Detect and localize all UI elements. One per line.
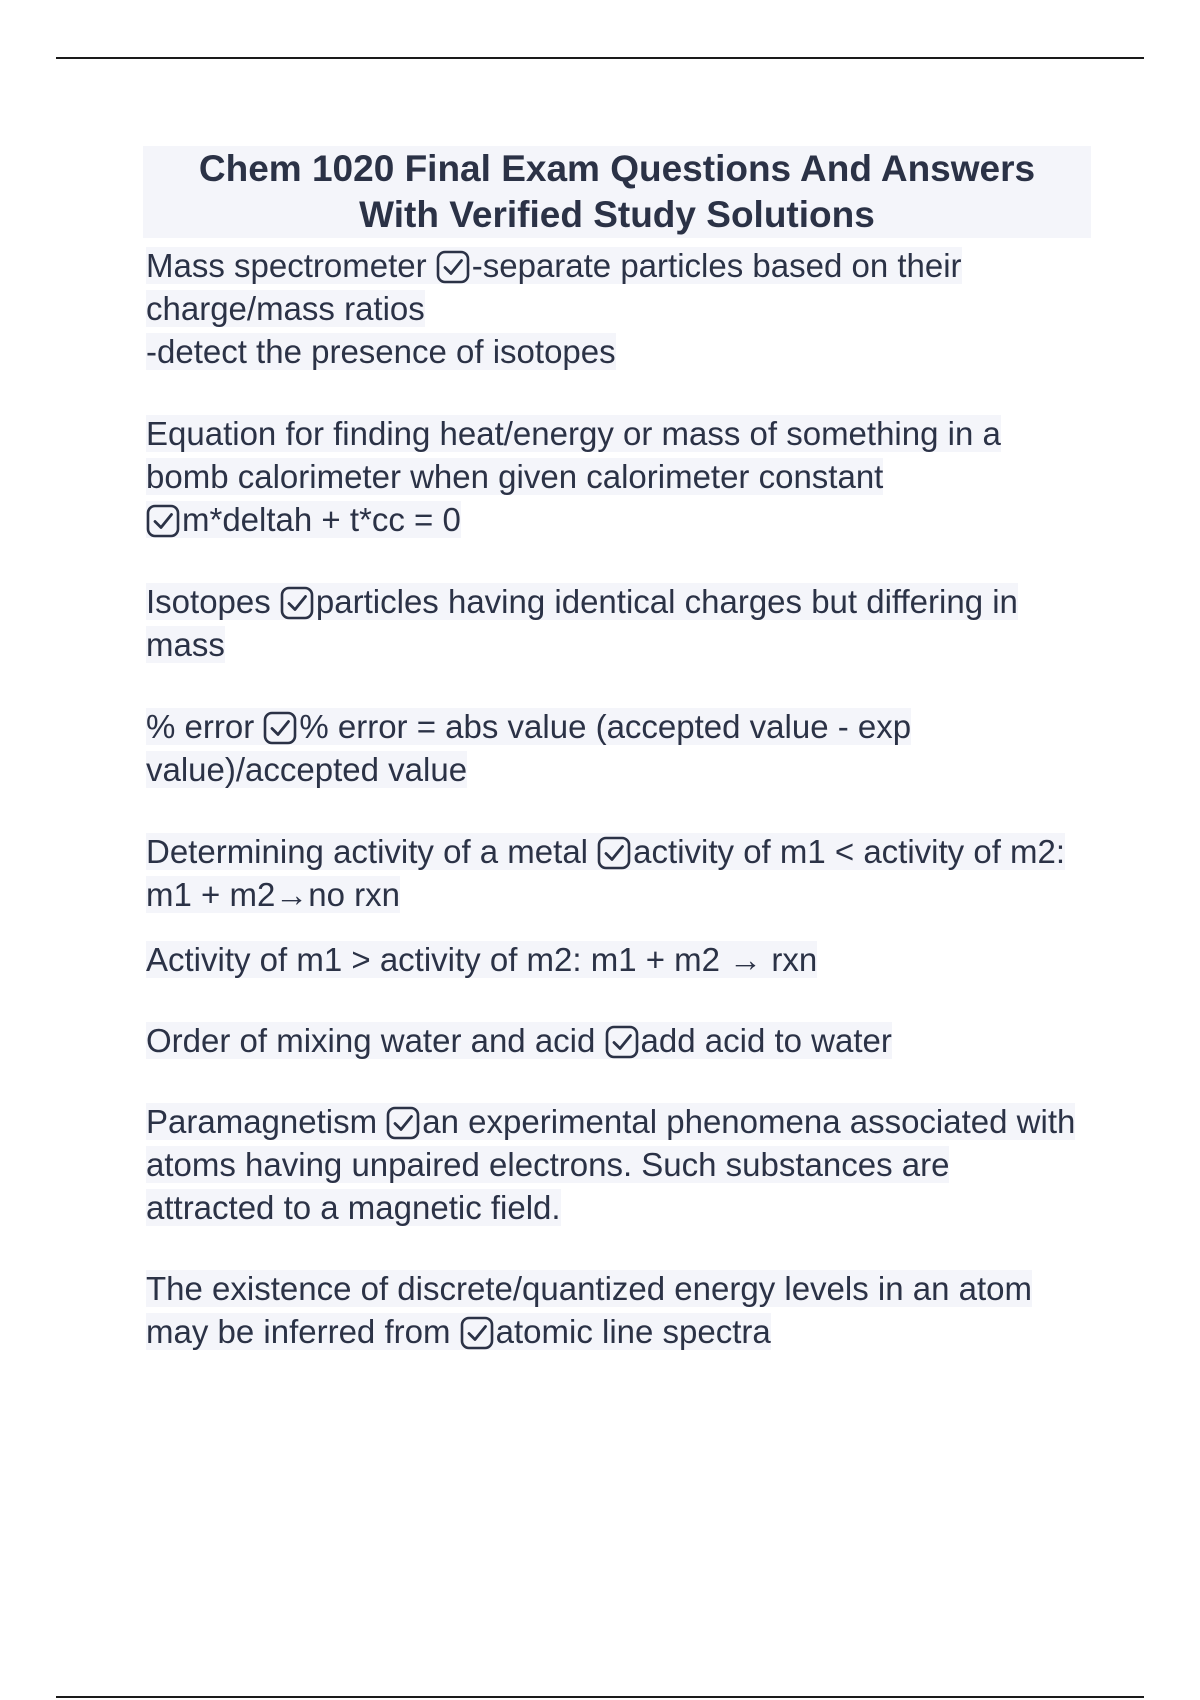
entry-term: Mass spectrometer <box>146 247 436 284</box>
qa-entry-bomb-calorimeter <box>146 412 1086 541</box>
header-rule <box>56 57 1144 59</box>
entry-text: Activity of m1 > activity of m2: m1 + m2 → rxn <box>146 941 818 978</box>
checkbox-check-icon <box>460 1316 494 1350</box>
qa-entry-metal-activity <box>146 830 1086 916</box>
entry-answer: -separate particles based on their charge/mass ratios <box>146 247 962 327</box>
checkbox-check-icon <box>436 250 470 284</box>
entry-term: Determining activity of a metal <box>146 833 598 870</box>
checkbox-check-icon <box>263 711 297 745</box>
qa-entry-isotopes <box>146 580 1086 666</box>
entry-answer: particles having identical charges but differing in mass <box>146 583 1018 663</box>
entry-term: Isotopes <box>146 583 280 620</box>
document-title <box>143 146 1091 238</box>
title-line-2: With Verified Study Solutions <box>359 194 875 235</box>
title-line-1: Chem 1020 Final Exam Questions And Answers <box>198 148 1036 189</box>
checkbox-check-icon <box>386 1106 420 1140</box>
qa-entry-energy-levels <box>146 1267 1086 1353</box>
footer-rule <box>56 1696 1144 1698</box>
qa-entry-activity-rxn <box>146 938 1086 981</box>
entry-term: Paramagnetism <box>146 1103 387 1140</box>
entry-answer: an experimental phenomena associated with atoms having unpaired electrons. Such substances are attracted to a magnetic field. <box>146 1103 1076 1226</box>
entry-answer: atomic line spectra <box>495 1313 771 1350</box>
qa-entry-mixing-order <box>146 1019 1086 1062</box>
entry-term: Order of mixing water and acid <box>146 1022 605 1059</box>
entry-answer: add acid to water <box>640 1022 892 1059</box>
checkbox-check-icon <box>146 504 180 538</box>
checkbox-check-icon <box>605 1025 639 1059</box>
qa-entry-mass-spectrometer <box>146 244 1086 373</box>
entry-answer: % error = abs value (accepted value - exp value)/accepted value <box>146 708 912 788</box>
entry-answer-line-2: -detect the presence of isotopes <box>146 333 616 370</box>
qa-entry-percent-error <box>146 705 1086 791</box>
entry-term: The existence of discrete/quantized energy levels in an atom may be inferred from <box>146 1270 1033 1350</box>
qa-list <box>146 244 1086 1353</box>
entry-term: % error <box>146 708 264 745</box>
checkbox-check-icon <box>597 836 631 870</box>
checkbox-check-icon <box>280 586 314 620</box>
entry-answer: m*deltah + t*cc = 0 <box>182 501 461 538</box>
entry-answer: activity of m1 < activity of m2: m1 + m2→no rxn <box>146 833 1066 913</box>
qa-entry-paramagnetism <box>146 1100 1086 1229</box>
entry-term: Equation for finding heat/energy or mass of something in a bomb calorimeter when given calorimeter constant <box>146 415 1001 495</box>
